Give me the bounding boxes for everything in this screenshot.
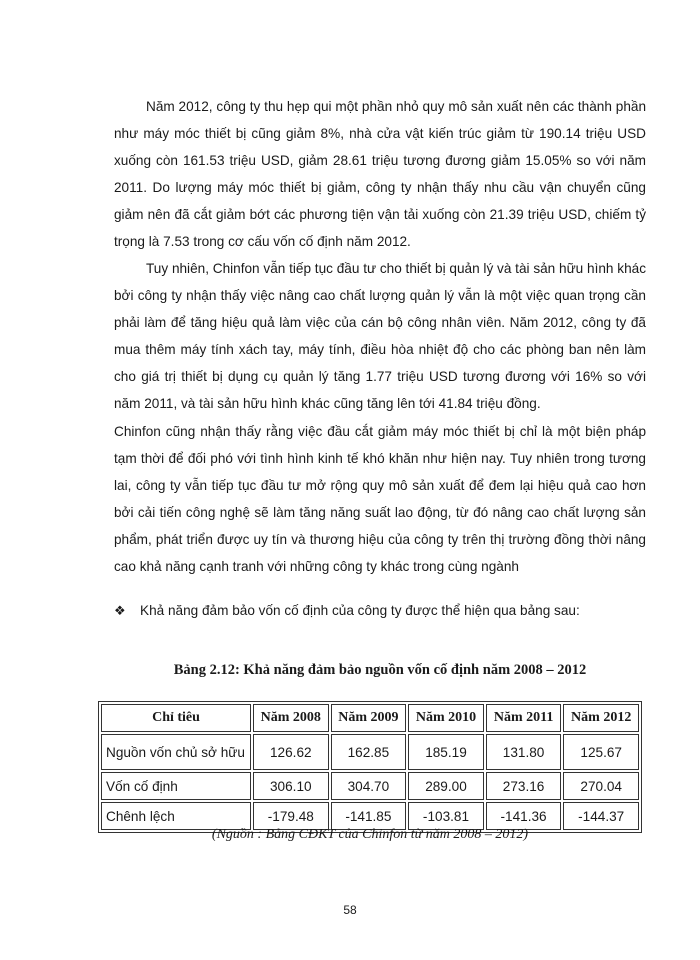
table-cell: -103.81 (408, 802, 484, 830)
diamond-bullet-icon: ❖ (114, 603, 126, 618)
fixed-capital-table (98, 701, 642, 833)
table-cell: 270.04 (563, 772, 639, 800)
table-caption: Bảng 2.12: Khả năng đảm bảo nguồn vốn cố định năm 2008 – 2012 (173, 662, 587, 678)
header-cell: Năm 2012 (563, 704, 639, 732)
table-cell: 289.00 (408, 772, 484, 800)
header-cell: Năm 2008 (253, 704, 329, 732)
table-cell: 273.16 (486, 772, 562, 800)
bullet-item (114, 597, 646, 624)
row-label: Vốn cố định (101, 772, 251, 800)
table-cell: 125.67 (563, 734, 639, 770)
table-cell: 306.10 (253, 772, 329, 800)
table-row (101, 802, 639, 830)
paragraph-1 (114, 93, 646, 255)
paragraph-3-text: Chinfon cũng nhận thấy rằng việc đầu cắt giảm máy móc thiết bị chỉ là một biện pháp tạm thời để đối phó với tình hình kinh tế khó khăn như hiện nay. Tuy nhiên trong tương lai, công ty vẫn tiếp tục đầu tư mở rộng quy mô sản xuất để đem lại hiệu quả cao hơn bởi cải tiến công nghệ sẽ làm tăng năng suất lao động, từ đó nâng cao chất lượng sản phẩm, phát triển được uy tín và thương hiệu của công ty trên thị trường đồng thời nâng cao khả năng cạnh tranh với những công ty khác trong cùng ngành (114, 424, 646, 574)
row-label: Chênh lệch (101, 802, 251, 830)
header-cell: Năm 2009 (331, 704, 407, 732)
table-cell: 126.62 (253, 734, 329, 770)
page-number: 58 (343, 903, 357, 917)
table-header-row (101, 704, 639, 732)
paragraph-2 (114, 255, 646, 417)
header-cell: Năm 2010 (408, 704, 484, 732)
table-cell: 304.70 (331, 772, 407, 800)
table-cell: 131.80 (486, 734, 562, 770)
bullet-text: Khả năng đảm bảo vốn cố định của công ty được thể hiện qua bảng sau: (140, 603, 580, 618)
paragraph-2-text: Tuy nhiên, Chinfon vẫn tiếp tục đầu tư cho thiết bị quản lý và tài sản hữu hình khác bởi công ty nhận thấy việc nâng cao chất lượng quản lý vẫn là một việc quan trọng cần phải làm để tăng hiệu quả làm việc của cán bộ công nhân viên. Năm 2012, công ty đã mua thêm máy tính xách tay, máy tính, điều hòa nhiệt độ cho các phòng ban nên làm cho giá trị thiết bị dụng cụ quản lý tăng 1.77 triệu USD tương đương với 16% so với năm 2011, và tài sản hữu hình khác cũng tăng lên tới 41.84 triệu đồng. (114, 261, 646, 411)
table-source-note: (Nguồn : Bảng CĐKT của Chinfon từ năm 2008 – 2012) (211, 827, 529, 842)
table-cell: -179.48 (253, 802, 329, 830)
table-cell: -141.36 (486, 802, 562, 830)
table-row (101, 734, 639, 770)
table-cell: 162.85 (331, 734, 407, 770)
paragraph-1-text: Năm 2012, công ty thu hẹp qui một phần nhỏ quy mô sản xuất nên các thành phần như máy móc thiết bị cũng giảm 8%, nhà cửa vật kiến trúc giảm từ 190.14 triệu USD xuống còn 161.53 triệu USD, giảm 28.61 triệu tương đương giảm 15.05% so với năm 2011. Do lượng máy móc thiết bị giảm, công ty nhận thấy nhu cầu vận chuyển cũng giảm nên đã cắt giảm bớt các phương tiện vận tải xuống còn 21.39 triệu USD, chiếm tỷ trọng là 7.53 trong cơ cấu vốn cố định năm 2012. (114, 99, 646, 249)
row-label: Nguồn vốn chủ sở hữu (101, 734, 251, 770)
paragraph-3 (114, 418, 646, 580)
header-cell: Chỉ tiêu (101, 704, 251, 732)
table-row (101, 772, 639, 800)
table-cell: -141.85 (331, 802, 407, 830)
header-cell: Năm 2011 (486, 704, 562, 732)
table-cell: 185.19 (408, 734, 484, 770)
table-cell: -144.37 (563, 802, 639, 830)
